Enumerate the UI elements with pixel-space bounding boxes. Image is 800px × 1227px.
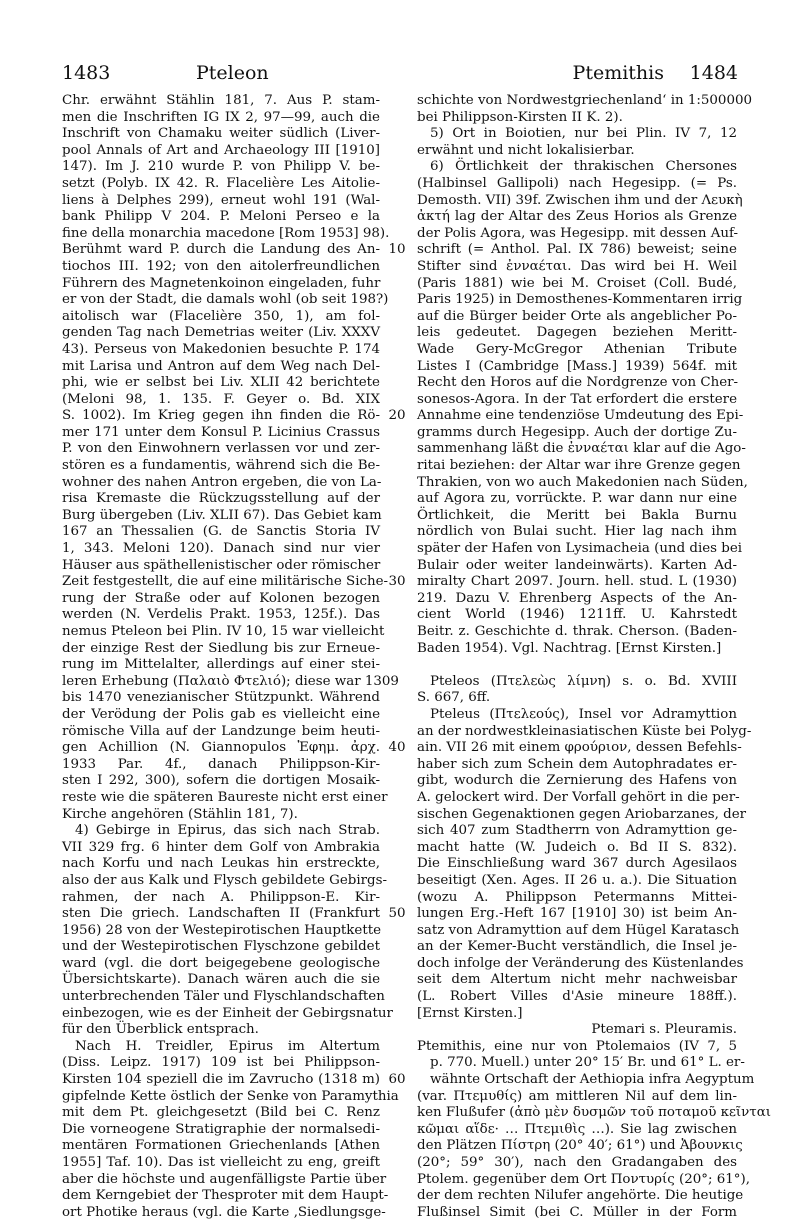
text-line: Inschrift von Chamaku weiter südlich (Liver- [62, 126, 380, 142]
text-line: Listes I (Cambridge [Mass.] 1939) 564f. mit [417, 358, 737, 374]
text-line: P. von den Einwohnern verlassen vor und zer- [62, 441, 380, 457]
text-line: später der Hafen von Lysimacheia (und dies bei [417, 541, 743, 557]
text-line: (Halbinsel Gallipoli) nach Hegesipp. (= Ps. [417, 175, 737, 191]
text-line: men die Inschriften IG IX 2, 97—99, auch die [62, 109, 380, 125]
right-column-number: 1484 [689, 62, 738, 84]
text-line: 1955] Taf. 10). Das ist vielleicht zu eng, greift [62, 1155, 380, 1170]
text-line: S. 1002). Im Krieg gegen ihn finden die Rö- [62, 408, 380, 424]
text-line: Pteleus (Πτελεούς), Insel vor Adramyttion [430, 706, 737, 722]
text-line: sischen Gegenaktionen gegen Ariobarzanes, der [417, 806, 747, 822]
text-line: p. 770. Muell.) unter 20° 15′ Br. und 61° L. er- [430, 1055, 745, 1071]
text-line: bei Philippson-Kirsten II K. 2). [417, 109, 623, 125]
text-line: gen Achillion (N. Giannopulos Ἐφημ. ἀρχ. [62, 740, 380, 756]
text-line: (Meloni 98, 1. 135. F. Geyer o. Bd. XIX [62, 391, 380, 407]
left-column-number: 1483 [62, 62, 111, 84]
text-line: Die vorneogene Stratigraphie der normalsedi- [62, 1121, 380, 1137]
text-line: Ptemithis, eine nur von Ptolemaios (IV 7, 5 [417, 1038, 737, 1054]
text-line: macht hatte (W. Judeich o. Bd II S. 832). [417, 839, 737, 855]
text-line: ken Flußufer (ἀπὸ μὲν δυσμῶν τοῦ ποταμοῦ κεῖνται [417, 1105, 771, 1121]
text-line: Örtlichkeit, die Meritt bei Bakla Burnu [417, 507, 737, 523]
text-line: 147). Im J. 210 wurde P. von Philipp V. be- [62, 159, 380, 175]
text-line: Häuser aus späthellenistischer oder römischer [62, 557, 381, 573]
text-line: Nach H. Treidler, Epirus im Altertum [75, 1038, 380, 1054]
text-line: nördlich von Bulai sucht. Hier lag nach ihm [417, 524, 737, 540]
text-line: rung der Straße oder auf Kolonen bezogen [62, 590, 380, 606]
text-line: beseitigt (Xen. Ages. II 26 u. a.). Die Situation [417, 872, 737, 888]
text-line: erwähnt und nicht lokalisierbar. [417, 142, 635, 158]
text-line: (Paris 1881) wie bei M. Croiset (Coll. Budé, [417, 275, 737, 291]
text-line: reste wie die späteren Baureste nicht erst einer [62, 789, 388, 805]
text-line: gipfelnde Kette östlich der Senke von Paramythia [62, 1088, 399, 1104]
text-line: Beitr. z. Geschichte d. thrak. Cherson. (Baden- [417, 624, 737, 639]
text-line: 6) Örtlichkeit der thrakischen Chersones [430, 159, 737, 175]
text-line: sonesos-Agora. In der Tat erfordert die erstere [417, 391, 737, 407]
text-line: Stifter sind ἐνναέται. Das wird bei H. Weil [417, 258, 737, 274]
text-line: aber die höchste und augenfälligste Partie über [62, 1171, 387, 1187]
text-line: bis 1470 venezianischer Stützpunkt. Während [62, 690, 380, 706]
text-line: gibt, wodurch die Zernierung des Hafens von [417, 773, 737, 789]
text-line: leis gedeutet. Dagegen beziehen Meritt- [417, 325, 737, 341]
text-line: mit dem Pt. gleichgesetzt (Bild bei C. Renz [62, 1105, 380, 1121]
text-line: mentären Formationen Griechenlands [Athen [62, 1138, 380, 1154]
text-line: Die Einschließung ward 367 durch Agesilaos [417, 856, 737, 872]
text-line: nach Korfu und nach Leukas hin erstreckte, [62, 856, 380, 872]
text-line: 1956) 28 von der Westepirotischen Hauptkette [62, 922, 382, 938]
text-line: schichte von Nordwestgriechenland‘ in 1:500000 [417, 93, 753, 108]
text-line: auf die Bürger beider Orte als angeblicher Po- [417, 308, 737, 324]
text-line: 167 an Thessalien (G. de Sanctis Storia IV [62, 524, 380, 540]
text-line: 5) Ort in Boiotien, nur bei Plin. IV 7, 12 [430, 126, 737, 142]
text-line: dem Kerngebiet der Thesproter mit dem Haupt- [62, 1188, 389, 1204]
text-line: einbezogen, wie es der Einheit der Gebirgsnatur [62, 1005, 393, 1021]
page-header [62, 62, 738, 88]
text-line: bank Philipp V 204. P. Meloni Perseo e la [62, 209, 380, 225]
text-line: mit Larisa und Antron auf dem Weg nach Del- [62, 358, 380, 374]
text-line: an der nordwestkleinasiatischen Küste bei Polyg- [417, 723, 752, 739]
text-line: unterbrechenden Täler und Flyschlandschaften [62, 989, 385, 1005]
text-line: an der Kemer-Bucht verständlich, die Insel je- [417, 939, 737, 955]
text-line: und der Westepirotischen Flyschzone gebildet [62, 939, 380, 955]
line-number: 60 [388, 1072, 406, 1088]
text-line: VII 329 frg. 6 hinter dem Golf von Ambrakia [62, 839, 380, 855]
text-line: Paris 1925) in Demosthenes-Kommentaren irrig [417, 292, 743, 308]
text-line: schrift (= Anthol. Pal. IX 786) beweist; seine [417, 242, 737, 258]
text-line: risa Kremaste die Rückzugsstellung auf der [62, 491, 380, 507]
text-line: auf Agora zu, vorrückte. P. war dann nur eine [417, 491, 737, 507]
text-line: seit dem Altertum nicht mehr nachweisbar [417, 972, 737, 988]
text-line: Pteleos (Πτελεὼς λίμνη) s. o. Bd. XVIII [430, 673, 737, 689]
text-line: für den Überblick entsprach. [62, 1022, 259, 1038]
text-line: der dem rechten Nilufer angehörte. Die heutige [417, 1188, 744, 1204]
text-line: (20°; 59° 30′), nach den Gradangaben des [417, 1155, 737, 1170]
text-line: Burg übergeben (Liv. XLII 67). Das Gebiet kam [62, 507, 382, 523]
text-line: fine della monarchia macedone [Rom 1953] 98). [62, 225, 390, 241]
text-line: Thrakien, von wo auch Makedonien nach Süden, [417, 474, 748, 490]
text-line: nemus Pteleon bei Plin. IV 10, 15 war vielleicht [62, 624, 385, 639]
text-line: Bulair oder weiter landeinwärts). Karten Ad- [417, 557, 737, 573]
text-line: tiochos III. 192; von den aitolerfreundlichen [62, 258, 380, 274]
text-line: satz von Adramyttion auf dem Hügel Karatasch [417, 922, 740, 938]
text-line: Annahme eine tendenziöse Umdeutung des Epi- [417, 408, 744, 424]
text-line: [Ernst Kirsten.] [417, 1005, 523, 1021]
text-line: lungen Erg.-Heft 167 [1910] 30) ist beim An- [417, 906, 737, 922]
text-line: römische Villa auf der Landzunge beim heuti- [62, 723, 380, 739]
text-line: setzt (Polyb. IX 42. R. Flacelière Les Aitolie- [62, 175, 380, 191]
text-line: ἀκτή lag der Altar des Zeus Horios als Grenze [417, 209, 737, 225]
text-line: ritai beziehen: der Altar war ihre Grenze gegen [417, 458, 741, 474]
text-line [417, 657, 737, 674]
text-line: wohner des nahen Antron ergeben, die von La- [62, 474, 382, 490]
text-line: sten I 292, 300), sofern die dortigen Mosaik- [62, 773, 380, 789]
text-line: doch infolge der Veränderung des Küstenlandes [417, 955, 744, 971]
text-line: (var. Πτεμυθίς) am mittleren Nil auf dem lin- [417, 1088, 737, 1104]
line-number: 20 [388, 408, 406, 424]
right-text-column [417, 93, 771, 1220]
line-number: 40 [388, 740, 406, 756]
line-number: 50 [388, 906, 406, 922]
text-line: Ptemari s. Pleuramis. [591, 1022, 737, 1038]
text-line: der einzige Rest der Siedlung bis zur Erneue- [62, 640, 380, 656]
text-line: Ptolem. gegenüber dem Ort Ποντυρίς (20°; 61°), [417, 1171, 750, 1187]
text-line: stören es a fundamentis, während sich die Be- [62, 458, 380, 474]
text-line: ain. VII 26 mit einem φρούριον, dessen Befehls- [417, 740, 742, 756]
text-line: Kirche angehören (Stählin 181, 7). [62, 806, 298, 822]
text-line: Baden 1954). Vgl. Nachtrag. [Ernst Kirsten.] [417, 640, 722, 656]
left-running-title: Pteleon [196, 62, 269, 84]
text-line: Berühmt ward P. durch die Landung des An- [62, 242, 380, 258]
text-line: aitolisch war (Flacelière 350, 1), am fol- [62, 308, 380, 324]
text-line: Recht den Horos auf die Nordgrenze von Cher- [417, 375, 739, 391]
text-line: (wozu A. Philippson Petermanns Mittei- [417, 889, 737, 905]
text-line: ort Photike heraus (vgl. die Karte ‚Siedlungsge- [62, 1204, 386, 1220]
text-line: gramms durch Hegesipp. Auch der dortige Zu- [417, 424, 737, 440]
text-line: leren Erhebung (Παλαιὸ Φτελιό); diese war 1309 [62, 673, 399, 689]
text-line: Flußinsel Simit (bei C. Müller in der Form [417, 1204, 737, 1220]
text-line: miralty Chart 2097. Journ. hell. stud. L (1930) [417, 574, 737, 590]
text-line: den Plätzen Πίστρη (20° 40′; 61°) und Ἀβουνκις [417, 1138, 743, 1154]
text-line: sammenhang läßt die ἐνναέται klar auf die Ago- [417, 441, 746, 457]
text-line: sten Die griech. Landschaften II (Frankfurt [62, 906, 380, 922]
text-line: genden Tag nach Demetrias weiter (Liv. XXXV [62, 325, 380, 341]
right-running-title: Ptemithis [572, 62, 664, 84]
text-line: κῶμαι αἵδε· … Πτεμιθὶς …). Sie lag zwischen [417, 1121, 737, 1137]
text-line: Übersichtskarte). Danach wären auch die sie [62, 972, 380, 988]
text-line: haber sich zum Schein dem Autophradates er- [417, 756, 737, 772]
text-line: Kirsten 104 speziell die im Zavrucho (1318 m) [62, 1072, 380, 1088]
text-line: 43). Perseus von Makedonien besuchte P. 174 [62, 341, 380, 357]
text-line: der Verödung der Polis gab es vielleicht eine [62, 706, 380, 722]
text-line: sich 407 zum Stadtherrn von Adramyttion ge- [417, 823, 737, 839]
text-line: werden (N. Verdelis Prakt. 1953, 125f.). Das [62, 607, 380, 623]
text-line: 1933 Par. 4f., danach Philippson-Kir- [62, 756, 380, 772]
text-line: ward (vgl. die dort beigegebene geologische [62, 955, 380, 971]
text-line: er von der Stadt, die damals wohl (ob seit 198?) [62, 292, 389, 308]
text-line: Demosth. VII) 39f. Zwischen ihm und der Λευκὴ [417, 192, 743, 208]
text-line: phi, wie er selbst bei Liv. XLII 42 berichtete [62, 375, 380, 391]
text-line: rahmen, der nach A. Philippson-E. Kir- [62, 889, 380, 905]
text-line: A. gelockert wird. Der Vorfall gehört in die per- [417, 789, 740, 805]
line-number: 10 [388, 242, 406, 258]
text-line: (L. Robert Villes d'Asie mineure 188ff.). [417, 989, 737, 1005]
text-line: 219. Dazu V. Ehrenberg Aspects of the An- [417, 590, 737, 606]
text-line: wähnte Ortschaft der Aethiopia infra Aegyptum [430, 1072, 755, 1088]
text-line: Wade Gery-McGregor Athenian Tribute [417, 341, 737, 357]
text-line: Chr. erwähnt Stählin 181, 7. Aus P. stam- [62, 93, 380, 108]
text-line: 1, 343. Meloni 120). Danach sind nur vier [62, 541, 380, 557]
text-line: rung im Mittelalter, allerdings auf einer stei- [62, 657, 380, 673]
text-line: liens à Delphes 299), erneut wohl 191 (Wal- [62, 192, 380, 208]
text-line: (Diss. Leipz. 1917) 109 ist bei Philippson- [62, 1055, 380, 1071]
text-line: der Polis Agora, was Hegesipp. mit dessen Auf- [417, 225, 739, 241]
text-line: cient World (1946) 1211ff. U. Kahrstedt [417, 607, 737, 623]
text-line: Zeit festgestellt, die auf eine militärische Siche- [62, 574, 389, 590]
text-line: mer 171 unter dem Konsul P. Licinius Crassus [62, 424, 380, 440]
text-line: Führern des Magnetenkoinon eingeladen, fuhr [62, 275, 381, 291]
text-line: S. 667, 6ff. [417, 690, 491, 706]
text-line: 4) Gebirge in Epirus, das sich nach Strab. [75, 823, 380, 839]
text-line: pool Annals of Art and Archaeology III [1910] [62, 142, 380, 158]
line-number: 30 [388, 574, 406, 590]
text-line: also der aus Kalk und Flysch gebildete Gebirgs- [62, 872, 387, 888]
